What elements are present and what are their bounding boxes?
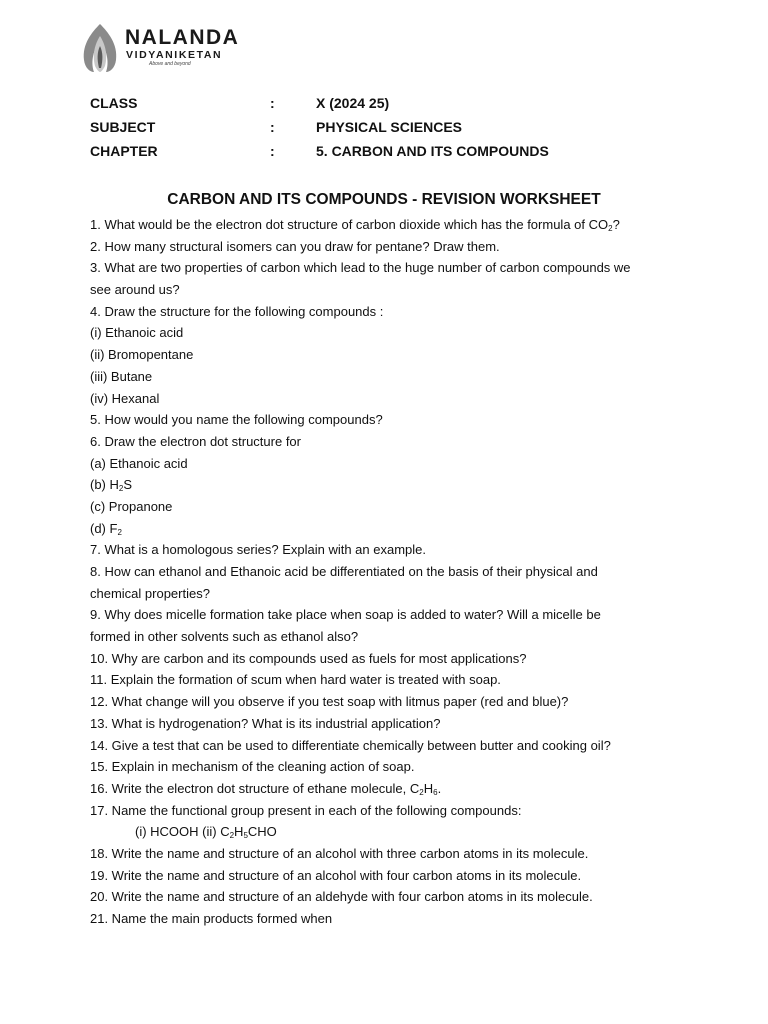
question-line — [90, 453, 690, 475]
question-text: 15. Explain in mechanism of the cleaning action of soap. — [90, 759, 415, 775]
school-logo — [78, 22, 238, 74]
question-line — [90, 756, 690, 778]
meta-label: CHAPTER — [90, 143, 158, 159]
question-text: 7. What is a homologous series? Explain with an example. — [90, 542, 427, 558]
question-line — [90, 344, 690, 366]
question-text: (iii) Butane — [90, 368, 153, 384]
question-line — [90, 648, 690, 670]
meta-row-chapter — [90, 142, 690, 160]
meta-separator: : — [270, 143, 275, 159]
question-text: S — [123, 477, 133, 493]
question-text: ? — [612, 217, 620, 232]
meta-row-subject — [90, 118, 690, 136]
question-text: 17. Name the functional group present in each of the following compounds: — [90, 802, 522, 818]
meta-value: PHYSICAL SCIENCES — [316, 119, 462, 135]
question-line — [90, 800, 690, 822]
worksheet-title: CARBON AND ITS COMPOUNDS - REVISION WORKSHEET — [167, 191, 601, 208]
question-text: 9. Why does micelle formation take place when soap is added to water? Will a micelle be — [90, 607, 601, 623]
question-line — [90, 474, 690, 496]
question-line — [90, 778, 690, 800]
meta-value: 5. CARBON AND ITS COMPOUNDS — [316, 143, 549, 159]
question-line — [90, 843, 690, 865]
question-line — [90, 388, 690, 410]
question-text: 19. Write the name and structure of an alcohol with four carbon atoms in its molecule. — [90, 867, 582, 883]
logo-tagline: Above and beyond — [149, 61, 191, 67]
question-text: 16. Write the electron dot structure of ethane molecule, C — [90, 780, 420, 796]
question-line — [90, 257, 690, 279]
question-line — [90, 409, 690, 431]
question-line — [90, 561, 690, 583]
question-line — [90, 713, 690, 735]
question-text: 3. What are two properties of carbon which lead to the huge number of carbon compounds we — [90, 260, 631, 276]
question-line — [90, 301, 690, 323]
meta-label: SUBJECT — [90, 119, 156, 135]
question-line — [90, 865, 690, 887]
subscript-text: 2 — [229, 831, 235, 841]
question-text: 1. What would be the electron dot structure of carbon dioxide which has the formula of CO — [90, 217, 609, 232]
question-text: 6. Draw the electron dot structure for — [90, 433, 301, 449]
question-text: 11. Explain the formation of scum when hard water is treated with soap. — [90, 672, 501, 688]
question-line — [90, 496, 690, 518]
question-text: 8. How can ethanol and Ethanoic acid be differentiated on the basis of their physical and — [90, 564, 598, 579]
question-text: (b) H — [90, 477, 119, 493]
question-text: H — [234, 824, 244, 840]
meta-label: CLASS — [90, 95, 138, 111]
question-text: H — [423, 780, 434, 796]
subscript-text: 2 — [118, 484, 124, 494]
question-text: chemical properties? — [90, 585, 210, 601]
meta-separator: : — [270, 119, 275, 135]
question-text: 5. How would you name the following compounds? — [90, 412, 383, 428]
question-text: (i) Ethanoic acid — [90, 325, 184, 341]
question-text: CHO — [247, 824, 277, 840]
question-text: (d) F — [90, 520, 118, 536]
question-text: 2. How many structural isomers can you draw for pentane? Draw them. — [90, 238, 500, 254]
question-text: 13. What is hydrogenation? What is its industrial application? — [90, 715, 441, 731]
question-text: (iv) Hexanal — [90, 390, 160, 406]
question-text: see around us? — [90, 282, 180, 298]
logo-subtitle: VIDYANIKETAN — [126, 49, 223, 61]
question-line — [90, 886, 690, 908]
meta-row-class — [90, 94, 690, 112]
subscript-text: 2 — [608, 224, 613, 233]
question-line — [90, 908, 690, 930]
question-line — [90, 604, 690, 626]
meta-value: X (2024 25) — [316, 95, 390, 111]
question-text: 4. Draw the structure for the following compounds : — [90, 303, 384, 319]
question-text: 14. Give a test that can be used to differentiate chemically between butter and cooking oil? — [90, 737, 611, 753]
question-line — [90, 626, 690, 648]
question-text: formed in other solvents such as ethanol also? — [90, 629, 359, 645]
question-line — [90, 214, 690, 236]
question-line — [90, 518, 690, 540]
question-text: . — [437, 780, 442, 796]
question-line — [90, 322, 690, 344]
question-text: 10. Why are carbon and its compounds used as fuels for most applications? — [90, 650, 527, 666]
question-text: (ii) Bromopentane — [90, 347, 194, 363]
subscript-text: 6 — [433, 787, 438, 797]
question-line — [90, 691, 690, 713]
question-line — [90, 366, 690, 388]
logo-name: NALANDA — [125, 26, 240, 49]
question-text: 21. Name the main products formed when — [90, 911, 333, 926]
question-text: 18. Write the name and structure of an alcohol with three carbon atoms in its molecule. — [90, 845, 589, 861]
question-list — [90, 214, 690, 930]
meta-separator: : — [270, 95, 275, 111]
question-text: 20. Write the name and structure of an aldehyde with four carbon atoms in its molecule. — [90, 889, 593, 905]
question-line — [90, 279, 690, 301]
question-text: (a) Ethanoic acid — [90, 455, 188, 471]
question-line — [90, 821, 690, 843]
question-line — [90, 669, 690, 691]
question-line — [90, 431, 690, 453]
question-text: 12. What change will you observe if you test soap with litmus paper (red and blue)? — [90, 694, 569, 710]
question-line — [90, 539, 690, 561]
question-text: (i) HCOOH (ii) C — [135, 824, 230, 840]
subscript-text: 2 — [419, 787, 424, 797]
subscript-text: 2 — [117, 527, 122, 537]
question-text: (c) Propanone — [90, 498, 173, 514]
question-line — [90, 236, 690, 258]
flame-emblem-icon — [78, 22, 122, 74]
question-line — [90, 583, 690, 605]
subscript-text: 5 — [243, 831, 248, 841]
question-line — [90, 735, 690, 757]
